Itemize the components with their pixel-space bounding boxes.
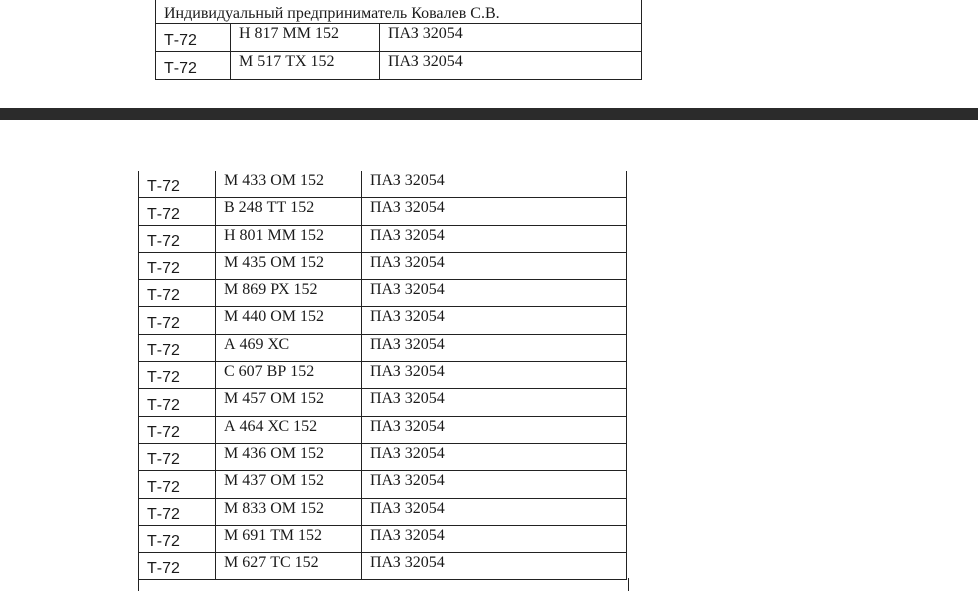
route-cell: Т-72: [139, 307, 216, 334]
plate-cell: Н 817 ММ 152: [231, 24, 380, 52]
plate-cell: М 627 ТС 152: [216, 553, 362, 580]
plate-cell: М 517 ТХ 152: [231, 52, 380, 80]
plate-cell: М 869 РХ 152: [216, 280, 362, 307]
route-cell: Т-72: [139, 362, 216, 389]
model-cell: ПАЗ 32054: [362, 334, 627, 361]
table-row: [139, 553, 627, 580]
route-cell: Т-72: [139, 252, 216, 279]
table-row: [139, 198, 627, 225]
table-continuation: [138, 578, 629, 591]
model-cell: ПАЗ 32054: [362, 553, 627, 580]
plate-cell: М 436 ОМ 152: [216, 443, 362, 470]
model-cell: ПАЗ 32054: [362, 198, 627, 225]
table-row: [139, 525, 627, 552]
route-cell: Т-72: [139, 416, 216, 443]
main-table: [138, 171, 627, 580]
table-row: [139, 225, 627, 252]
table-row: [139, 252, 627, 279]
table-row: [139, 362, 627, 389]
route-cell: Т-72: [139, 389, 216, 416]
route-cell: Т-72: [156, 24, 231, 52]
table-row: [139, 498, 627, 525]
table-row: [139, 307, 627, 334]
route-cell: Т-72: [139, 198, 216, 225]
route-cell: Т-72: [139, 525, 216, 552]
page-divider: [0, 108, 978, 120]
plate-cell: М 457 ОМ 152: [216, 389, 362, 416]
plate-cell: М 433 ОМ 152: [216, 171, 362, 198]
model-cell: ПАЗ 32054: [362, 252, 627, 279]
model-cell: ПАЗ 32054: [362, 307, 627, 334]
model-cell: ПАЗ 32054: [362, 471, 627, 498]
table-row: [139, 471, 627, 498]
plate-cell: М 435 ОМ 152: [216, 252, 362, 279]
route-cell: Т-72: [139, 280, 216, 307]
table-row: [156, 52, 642, 80]
model-cell: ПАЗ 32054: [362, 498, 627, 525]
model-cell: ПАЗ 32054: [380, 52, 642, 80]
table-row: [139, 334, 627, 361]
plate-cell: М 833 ОМ 152: [216, 498, 362, 525]
table-row: [139, 416, 627, 443]
plate-cell: М 440 ОМ 152: [216, 307, 362, 334]
top-table: [155, 0, 642, 80]
route-cell: Т-72: [139, 334, 216, 361]
route-cell: Т-72: [139, 443, 216, 470]
model-cell: ПАЗ 32054: [362, 443, 627, 470]
plate-cell: С 607 ВР 152: [216, 362, 362, 389]
model-cell: ПАЗ 32054: [362, 525, 627, 552]
document-page-top: [0, 0, 978, 108]
plate-cell: А 469 ХС: [216, 334, 362, 361]
route-cell: Т-72: [139, 553, 216, 580]
plate-cell: М 437 ОМ 152: [216, 471, 362, 498]
route-cell: Т-72: [156, 52, 231, 80]
model-cell: ПАЗ 32054: [362, 389, 627, 416]
table-row: [156, 24, 642, 52]
model-cell: ПАЗ 32054: [362, 416, 627, 443]
route-cell: Т-72: [139, 225, 216, 252]
plate-cell: Н 801 ММ 152: [216, 225, 362, 252]
route-cell: Т-72: [139, 171, 216, 198]
plate-cell: А 464 ХС 152: [216, 416, 362, 443]
model-cell: ПАЗ 32054: [362, 280, 627, 307]
route-cell: Т-72: [139, 471, 216, 498]
model-cell: ПАЗ 32054: [362, 171, 627, 198]
plate-cell: В 248 ТТ 152: [216, 198, 362, 225]
model-cell: ПАЗ 32054: [380, 24, 642, 52]
org-name-cell: Индивидуальный предприниматель Ковалев С.В.: [156, 0, 642, 24]
route-cell: Т-72: [139, 498, 216, 525]
table-row: [139, 443, 627, 470]
table-row: [139, 280, 627, 307]
plate-cell: М 691 ТМ 152: [216, 525, 362, 552]
table-row: [139, 171, 627, 198]
model-cell: ПАЗ 32054: [362, 225, 627, 252]
model-cell: ПАЗ 32054: [362, 362, 627, 389]
table-row: [139, 389, 627, 416]
